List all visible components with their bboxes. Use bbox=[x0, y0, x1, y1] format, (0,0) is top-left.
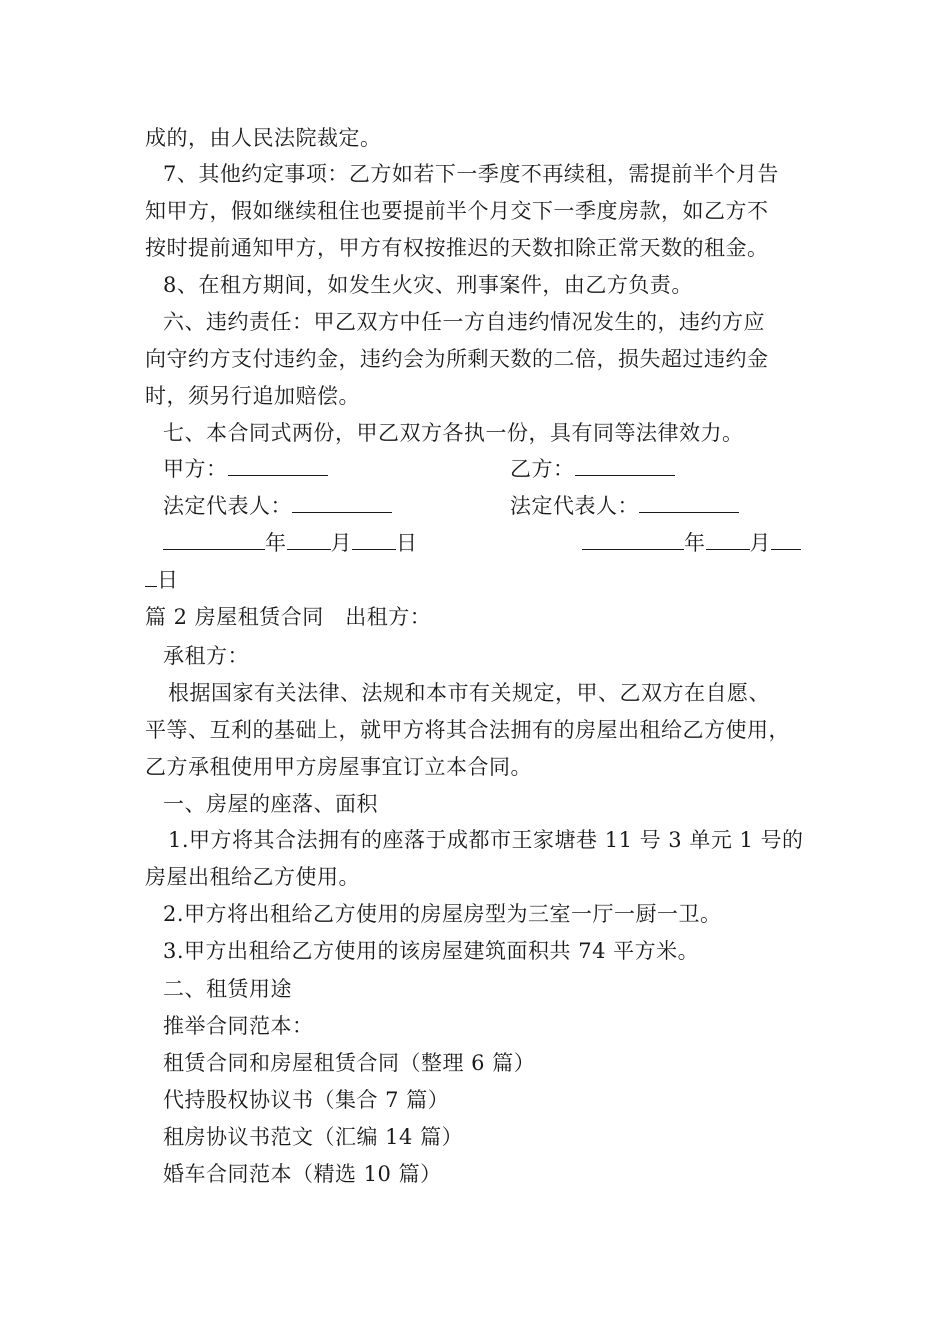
legal-rep-b bbox=[510, 492, 739, 520]
item-1-line-2: 房屋出租给乙方使用。 bbox=[145, 865, 360, 889]
legal-rep-a bbox=[163, 492, 392, 520]
clause-text: 成的，由人民法院裁定。 bbox=[145, 126, 382, 150]
part-2-heading: 篇 2 房屋租赁合同 出租方： bbox=[145, 605, 432, 629]
preamble-line-3: 乙方承租使用甲方房屋事宜订立本合同。 bbox=[145, 755, 532, 779]
party-a-signature bbox=[163, 455, 328, 483]
legal-rep-a-blank bbox=[292, 492, 392, 513]
party-a-blank bbox=[228, 455, 328, 476]
legal-rep-b-blank bbox=[639, 492, 739, 513]
recommend-link[interactable]: 租房协议书范文（汇编 14 篇） bbox=[163, 1125, 464, 1149]
date-a bbox=[163, 529, 418, 557]
party-a-label: 甲方： bbox=[163, 457, 228, 481]
date-a-month-label: 月 bbox=[330, 531, 352, 555]
date-b-year-blank bbox=[582, 529, 684, 550]
preamble-line-2: 平等、互利的基础上，就甲方将其合法拥有的房屋出租给乙方使用， bbox=[145, 718, 790, 742]
date-a-month-blank bbox=[287, 529, 331, 550]
section-6-line-1: 六、违约责任：甲乙双方中任一方自违约情况发生的，违约方应 bbox=[163, 310, 765, 334]
date-a-day-label: 日 bbox=[396, 531, 418, 555]
recommend-title: 推举合同范本： bbox=[163, 1014, 314, 1038]
date-a-year-blank bbox=[163, 529, 265, 550]
lessee-label: 承租方： bbox=[163, 644, 249, 668]
date-b bbox=[582, 529, 801, 557]
legal-rep-a-label: 法定代表人： bbox=[163, 494, 292, 518]
section-6-line-3: 时，须另行追加赔偿。 bbox=[145, 384, 360, 408]
item-1-line-1: 1.甲方将其合法拥有的座落于成都市王家塘巷 11 号 3 单元 1 号的 bbox=[168, 828, 804, 852]
legal-rep-b-label: 法定代表人： bbox=[510, 494, 639, 518]
recommend-link[interactable]: 代持股权协议书（集合 7 篇） bbox=[163, 1088, 450, 1112]
item-2: 2.甲方将出租给乙方使用的房屋房型为三室一厅一厨一卫。 bbox=[163, 902, 722, 926]
date-b-wrap bbox=[145, 566, 179, 594]
date-b-month-blank bbox=[706, 529, 750, 550]
section-7: 七、本合同式两份，甲乙双方各执一份，具有同等法律效力。 bbox=[163, 421, 744, 445]
date-b-day-blank-1 bbox=[771, 529, 801, 550]
date-a-day-blank bbox=[352, 529, 396, 550]
party-b-signature bbox=[510, 455, 675, 483]
date-a-year-label: 年 bbox=[265, 531, 287, 555]
date-b-day-blank-2 bbox=[145, 566, 157, 587]
party-b-label: 乙方： bbox=[510, 457, 575, 481]
recommend-link[interactable]: 租赁合同和房屋租赁合同（整理 6 篇） bbox=[163, 1051, 536, 1075]
clause-7-line-3: 按时提前通知甲方，甲方有权按推迟的天数扣除正常天数的租金。 bbox=[145, 236, 769, 260]
date-b-year-label: 年 bbox=[684, 531, 706, 555]
clause-7-line-2: 知甲方，假如继续租住也要提前半个月交下一季度房款，如乙方不 bbox=[145, 199, 769, 223]
date-b-day-label: 日 bbox=[157, 568, 179, 592]
section-6-line-2: 向守约方支付违约金，违约会为所剩天数的二倍，损失超过违约金 bbox=[145, 347, 769, 371]
party-b-blank bbox=[575, 455, 675, 476]
preamble-line-1: 根据国家有关法律、法规和本市有关规定，甲、乙双方在自愿、 bbox=[168, 681, 770, 705]
date-b-month-label: 月 bbox=[749, 531, 771, 555]
section-2-heading: 二、租赁用途 bbox=[163, 977, 292, 1001]
recommend-link[interactable]: 婚车合同范本（精选 10 篇） bbox=[163, 1162, 442, 1186]
clause-8: 8、在租方期间，如发生火灾、刑事案件，由乙方负责。 bbox=[163, 273, 693, 297]
item-3: 3.甲方出租给乙方使用的该房屋建筑面积共 74 平方米。 bbox=[163, 939, 700, 963]
clause-7-line-1: 7、其他约定事项：乙方如若下一季度不再续租，需提前半个月告 bbox=[163, 162, 779, 186]
section-1-heading: 一、房屋的座落、面积 bbox=[163, 792, 378, 816]
